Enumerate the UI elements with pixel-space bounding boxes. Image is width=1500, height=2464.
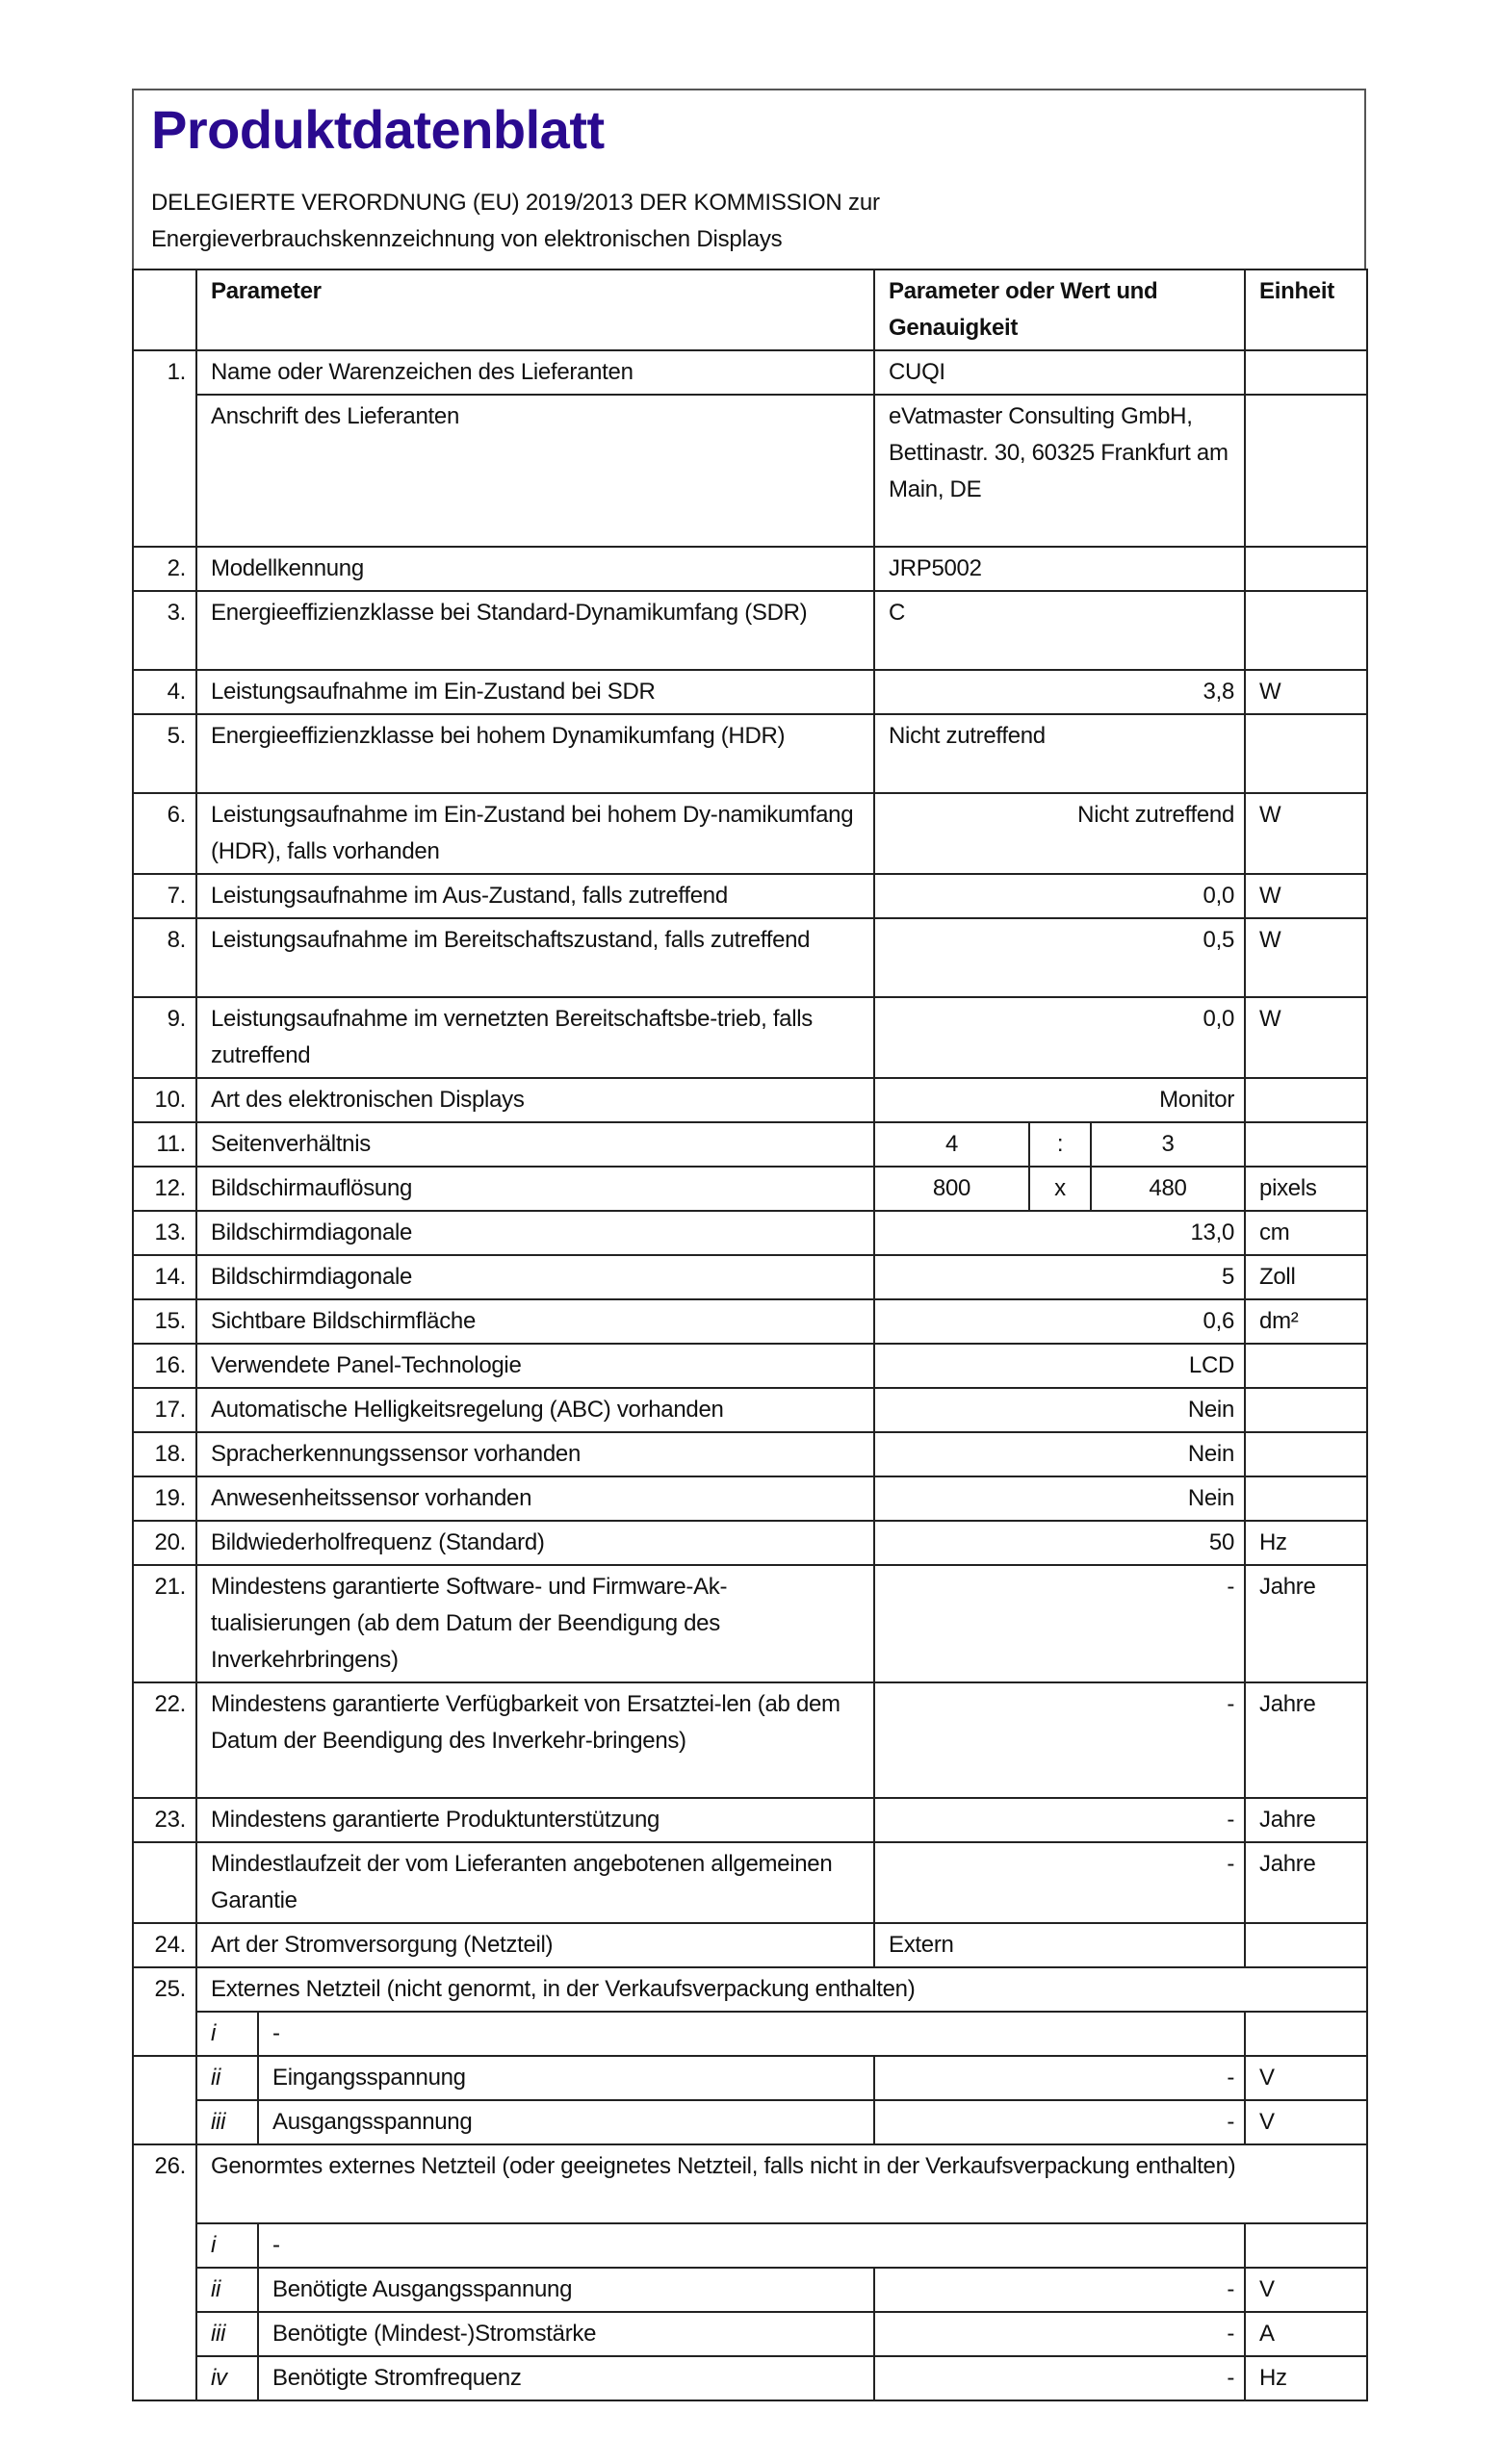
subrow-roman: ii [196,2056,258,2100]
table-subrow [133,2012,1367,2056]
row-value: JRP5002 [874,547,1245,591]
subrow-value: - [874,2100,1245,2144]
subrow-value: - [874,2356,1245,2400]
table-row [133,591,1367,670]
subrow-roman: iii [196,2312,258,2356]
row-number: 3. [133,591,196,670]
table-row [133,793,1367,874]
sheet-header [132,89,1366,269]
row-number: 26. [133,2144,196,2400]
table-row [133,1122,1367,1167]
row-number [133,1842,196,1923]
table-row [133,1255,1367,1299]
row-value: 13,0 [874,1211,1245,1255]
row-value: - [874,1842,1245,1923]
resolution-height: 480 [1091,1167,1245,1211]
subrow-roman: iii [196,2100,258,2144]
table-row [133,350,1367,395]
row-parameter: Genormtes externes Netzteil (oder geeignetes Netzteil, falls nicht in der Verkaufsverpackung enthalten) [196,2144,1367,2223]
row-number-empty [133,2056,196,2144]
row-unit [1245,1476,1367,1521]
row-parameter: Leistungsaufnahme im Ein-Zustand bei SDR [196,670,874,714]
subrow-roman: i [196,2012,258,2056]
row-parameter: Leistungsaufnahme im Bereitschaftszustand, falls zutreffend [196,918,874,997]
row-parameter: Leistungsaufnahme im vernetzten Bereitschaftsbe-trieb, falls zutreffend [196,997,874,1078]
row-value: eVatmaster Consulting GmbH, Bettinastr. 30, 60325 Frankfurt am Main, DE [874,395,1245,547]
subrow-unit: V [1245,2056,1367,2100]
row-parameter: Anschrift des Lieferanten [196,395,874,547]
row-number: 9. [133,997,196,1078]
table-subrow [133,2100,1367,2144]
subrow-roman: i [196,2223,258,2268]
row-value: 5 [874,1255,1245,1299]
row-unit [1245,1388,1367,1432]
row-parameter: Mindestlaufzeit der vom Lieferanten angebotenen allgemeinen Garantie [196,1842,874,1923]
header-value: Parameter oder Wert und Genauigkeit [874,270,1245,350]
row-parameter: Mindestens garantierte Software- und Firmware-Ak-tualisierungen (ab dem Datum der Beendigung des Inverkehrbringens) [196,1565,874,1682]
table-row [133,874,1367,918]
page-title: Produktdatenblatt [151,99,605,160]
row-parameter: Mindestens garantierte Verfügbarkeit von Ersatztei-len (ab dem Datum der Beendigung des Inverkehr-bringens) [196,1682,874,1798]
subrow-parameter: Benötigte (Mindest-)Stromstärke [258,2312,874,2356]
subrow-parameter: Benötigte Ausgangsspannung [258,2268,874,2312]
table-row [133,1299,1367,1344]
subrow-unit: V [1245,2268,1367,2312]
subrow-unit: Hz [1245,2356,1367,2400]
row-number: 7. [133,874,196,918]
row-value: - [874,1798,1245,1842]
row-unit: W [1245,997,1367,1078]
row-number: 13. [133,1211,196,1255]
row-number: 6. [133,793,196,874]
row-unit [1245,547,1367,591]
row-number: 12. [133,1167,196,1211]
row-number: 17. [133,1388,196,1432]
table-row [133,1388,1367,1432]
row-unit: Jahre [1245,1565,1367,1682]
row-parameter: Leistungsaufnahme im Ein-Zustand bei hohem Dy-namikumfang (HDR), falls vorhanden [196,793,874,874]
subrow-unit: A [1245,2312,1367,2356]
row-number: 15. [133,1299,196,1344]
table-row [133,1211,1367,1255]
row-parameter: Energieeffizienzklasse bei Standard-Dynamikumfang (SDR) [196,591,874,670]
table-row [133,1798,1367,1842]
row-parameter: Externes Netzteil (nicht genormt, in der Verkaufsverpackung enthalten) [196,1967,1367,2012]
row-value: 0,6 [874,1299,1245,1344]
table-row [133,1344,1367,1388]
table-row [133,1967,1367,2012]
table-subrow [133,2223,1367,2268]
row-value: 0,5 [874,918,1245,997]
row-value: - [874,1565,1245,1682]
row-unit [1245,591,1367,670]
row-parameter: Seitenverhältnis [196,1122,874,1167]
subrow-roman: iv [196,2356,258,2400]
row-parameter: Art des elektronischen Displays [196,1078,874,1122]
header-unit: Einheit [1245,270,1367,350]
row-parameter: Verwendete Panel-Technologie [196,1344,874,1388]
row-parameter: Energieeffizienzklasse bei hohem Dynamikumfang (HDR) [196,714,874,793]
table-row [133,997,1367,1078]
row-parameter: Spracherkennungssensor vorhanden [196,1432,874,1476]
row-unit [1245,1923,1367,1967]
row-number: 5. [133,714,196,793]
row-unit: cm [1245,1211,1367,1255]
table-row [133,1476,1367,1521]
resolution-width: 800 [874,1167,1029,1211]
table-subrow [133,2268,1367,2312]
row-number: 11. [133,1122,196,1167]
row-unit: W [1245,670,1367,714]
row-value: - [874,1682,1245,1798]
row-number: 20. [133,1521,196,1565]
subrow-parameter: - [258,2223,1245,2268]
subrow-value: - [874,2312,1245,2356]
row-number: 24. [133,1923,196,1967]
row-unit [1245,1122,1367,1167]
regulation-subtitle [151,185,1364,258]
row-parameter: Mindestens garantierte Produktunterstützung [196,1798,874,1842]
row-value: Monitor [874,1078,1245,1122]
row-unit [1245,395,1367,547]
row-parameter: Automatische Helligkeitsregelung (ABC) vorhanden [196,1388,874,1432]
row-number: 2. [133,547,196,591]
table-subrow [133,2356,1367,2400]
table-row [133,395,1367,547]
row-value: Nein [874,1432,1245,1476]
row-parameter: Modellkennung [196,547,874,591]
row-value: 3,8 [874,670,1245,714]
subrow-value: - [874,2268,1245,2312]
row-parameter: Bildschirmauflösung [196,1167,874,1211]
subrow-parameter: Ausgangsspannung [258,2100,874,2144]
header-parameter: Parameter [196,270,874,350]
subrow-value: - [874,2056,1245,2100]
table-row [133,1565,1367,1682]
table-subrow [133,2312,1367,2356]
row-parameter: Bildschirmdiagonale [196,1255,874,1299]
row-unit: Hz [1245,1521,1367,1565]
row-parameter: Anwesenheitssensor vorhanden [196,1476,874,1521]
table-row [133,670,1367,714]
table-row [133,1923,1367,1967]
aspect-ratio-height: 3 [1091,1122,1245,1167]
row-parameter: Sichtbare Bildschirmfläche [196,1299,874,1344]
row-unit [1245,1344,1367,1388]
table-row [133,1682,1367,1798]
row-value: Extern [874,1923,1245,1967]
table-row [133,1167,1367,1211]
row-unit: Zoll [1245,1255,1367,1299]
table-row [133,1432,1367,1476]
subtitle-line-1: DELEGIERTE VERORDNUNG (EU) 2019/2013 DER KOMMISSION zur [151,190,880,216]
row-unit: W [1245,874,1367,918]
table-row [133,1078,1367,1122]
row-value: C [874,591,1245,670]
subrow-unit: V [1245,2100,1367,2144]
row-number: 10. [133,1078,196,1122]
row-unit: Jahre [1245,1842,1367,1923]
row-number: 22. [133,1682,196,1798]
table-subrow [133,2056,1367,2100]
row-unit: pixels [1245,1167,1367,1211]
row-number: 4. [133,670,196,714]
row-unit [1245,714,1367,793]
table-row [133,2144,1367,2223]
table-header-row [133,270,1367,350]
table-row [133,1842,1367,1923]
table-row [133,1521,1367,1565]
row-parameter: Bildschirmdiagonale [196,1211,874,1255]
row-number: 16. [133,1344,196,1388]
subrow-unit [1245,2223,1367,2268]
table-row [133,714,1367,793]
row-number: 14. [133,1255,196,1299]
row-number: 8. [133,918,196,997]
row-parameter: Art der Stromversorgung (Netzteil) [196,1923,874,1967]
product-data-sheet [132,89,1366,2401]
row-unit: dm² [1245,1299,1367,1344]
subtitle-line-2: Energieverbrauchskennzeichnung von elektronischen Displays [151,226,783,252]
row-value: 0,0 [874,997,1245,1078]
row-parameter: Name oder Warenzeichen des Lieferanten [196,350,874,395]
row-unit: W [1245,918,1367,997]
row-value: 50 [874,1521,1245,1565]
row-unit: Jahre [1245,1682,1367,1798]
table-row [133,918,1367,997]
subrow-parameter: Benötigte Stromfrequenz [258,2356,874,2400]
row-parameter: Leistungsaufnahme im Aus-Zustand, falls zutreffend [196,874,874,918]
row-number: 19. [133,1476,196,1521]
row-value: CUQI [874,350,1245,395]
row-number: 25. [133,1967,196,2056]
aspect-ratio-width: 4 [874,1122,1029,1167]
aspect-ratio-separator: : [1029,1122,1091,1167]
row-value: Nicht zutreffend [874,793,1245,874]
row-unit: W [1245,793,1367,874]
row-value: LCD [874,1344,1245,1388]
row-value: Nein [874,1476,1245,1521]
row-number: 23. [133,1798,196,1842]
row-number: 1. [133,350,196,547]
subrow-unit [1245,2012,1367,2056]
table-row [133,547,1367,591]
row-value: 0,0 [874,874,1245,918]
row-parameter: Bildwiederholfrequenz (Standard) [196,1521,874,1565]
row-value: Nein [874,1388,1245,1432]
row-number: 18. [133,1432,196,1476]
row-unit [1245,350,1367,395]
subrow-parameter: Eingangsspannung [258,2056,874,2100]
parameter-table [132,269,1368,2401]
row-unit [1245,1432,1367,1476]
row-unit [1245,1078,1367,1122]
row-unit: Jahre [1245,1798,1367,1842]
header-num [133,270,196,350]
resolution-separator: x [1029,1167,1091,1211]
row-number: 21. [133,1565,196,1682]
subrow-roman: ii [196,2268,258,2312]
row-value: Nicht zutreffend [874,714,1245,793]
subrow-parameter: - [258,2012,1245,2056]
